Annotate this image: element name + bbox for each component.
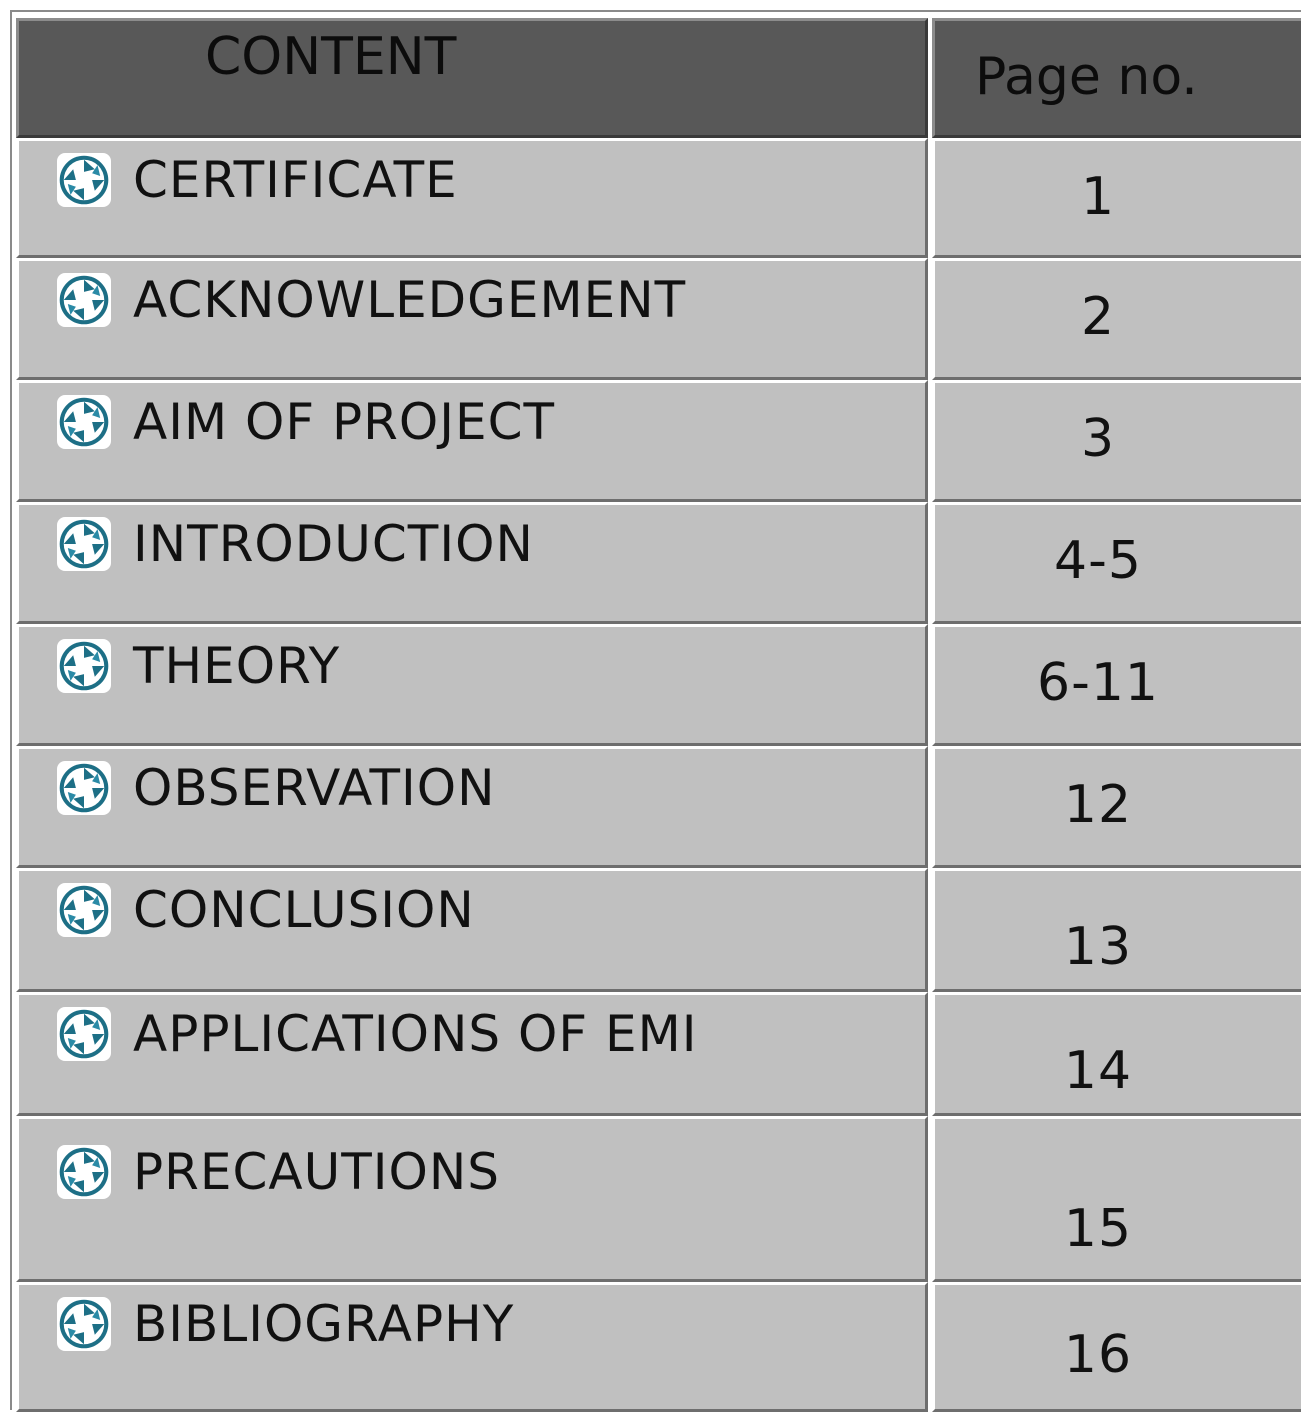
row-page-number: 4-5 [1054, 531, 1142, 591]
aperture-bullet-icon [57, 153, 111, 207]
row-label: OBSERVATION [133, 759, 496, 817]
row-page-number: 2 [1080, 287, 1116, 347]
table-row-4-content [16, 624, 928, 746]
row-label: CERTIFICATE [133, 151, 458, 209]
table-row-7-page [932, 992, 1301, 1116]
row-page-number: 15 [1063, 1199, 1133, 1259]
header-content-cell [16, 18, 928, 138]
row-label: INTRODUCTION [133, 515, 534, 573]
row-page-number: 3 [1080, 409, 1116, 469]
row-page-number: 6-11 [1036, 653, 1159, 713]
row-page-number: 12 [1063, 775, 1133, 835]
aperture-bullet-icon [57, 883, 111, 937]
aperture-bullet-icon [57, 1145, 111, 1199]
row-page-number: 14 [1063, 1041, 1133, 1101]
aperture-bullet-icon [57, 1297, 111, 1351]
table-row-8-content [16, 1116, 928, 1282]
aperture-bullet-icon [57, 761, 111, 815]
table-row-2-page [932, 380, 1301, 502]
aperture-bullet-icon [57, 273, 111, 327]
table-row-4-page [932, 624, 1301, 746]
row-label: BIBLIOGRAPHY [133, 1295, 515, 1353]
row-label: ACKNOWLEDGEMENT [133, 271, 687, 329]
table-row-8-page [932, 1116, 1301, 1282]
row-label: CONCLUSION [133, 881, 475, 939]
header-content-label: CONTENT [205, 27, 457, 87]
row-page-number: 16 [1063, 1325, 1133, 1385]
table-row-6-page [932, 868, 1301, 992]
table-row-1-page [932, 258, 1301, 380]
header-page-label: Page no. [975, 47, 1198, 107]
table-row-9-page [932, 1282, 1301, 1412]
table-row-9-content [16, 1282, 928, 1412]
table-row-3-content [16, 502, 928, 624]
aperture-bullet-icon [57, 639, 111, 693]
row-label: PRECAUTIONS [133, 1143, 500, 1201]
table-row-5-page [932, 746, 1301, 868]
aperture-bullet-icon [57, 395, 111, 449]
row-label: APPLICATIONS OF EMI [133, 1005, 698, 1063]
table-row-7-content [16, 992, 928, 1116]
aperture-bullet-icon [57, 517, 111, 571]
row-page-number: 13 [1063, 917, 1133, 977]
table-row-1-content [16, 258, 928, 380]
table-row-3-page [932, 502, 1301, 624]
row-label: AIM OF PROJECT [133, 393, 556, 451]
row-label: THEORY [133, 637, 341, 695]
table-row-2-content [16, 380, 928, 502]
header-page-cell [932, 18, 1301, 138]
table-row-6-content [16, 868, 928, 992]
table-row-0-content [16, 138, 928, 258]
row-page-number: 1 [1080, 167, 1116, 227]
aperture-bullet-icon [57, 1007, 111, 1061]
table-row-0-page [932, 138, 1301, 258]
table-row-5-content [16, 746, 928, 868]
